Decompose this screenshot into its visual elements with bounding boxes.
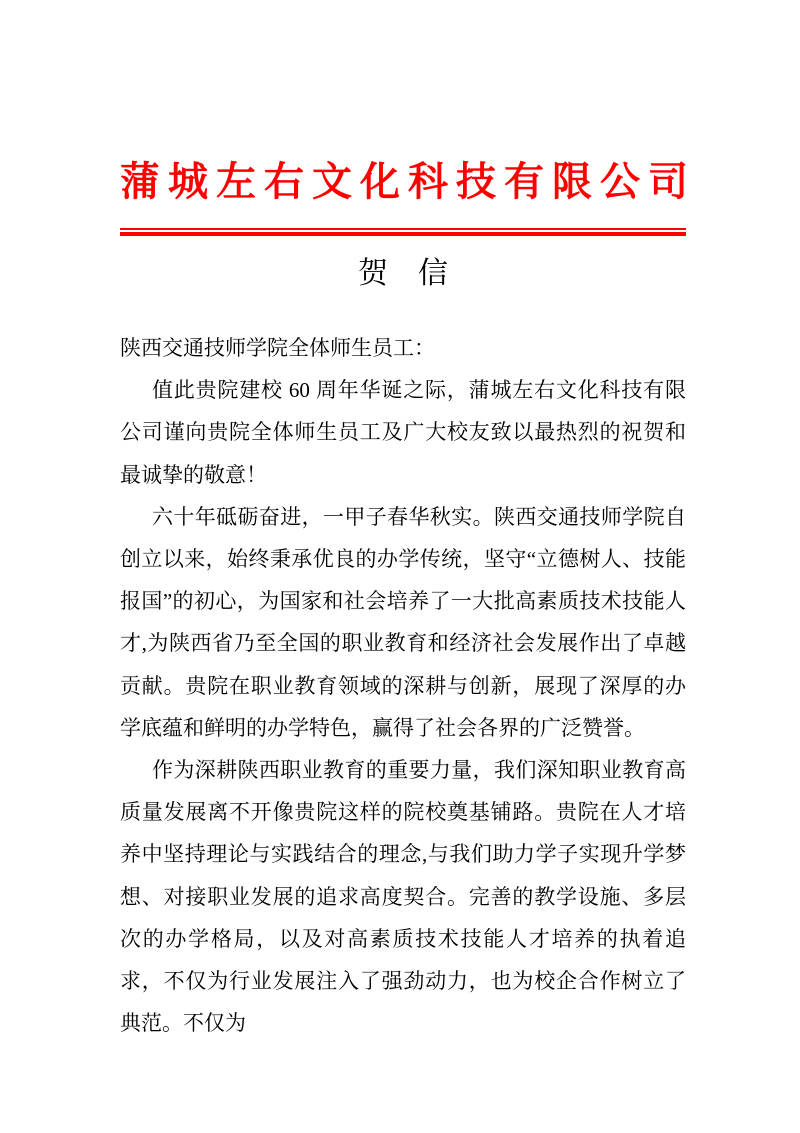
letter-title: 贺 信: [358, 257, 448, 290]
letter-body: [120, 327, 686, 1044]
paragraph-3: 作为深耕陕西职业教育的重要力量，我们深知职业教育高质量发展离不开像贵院这样的院校奠基铺路。贵院在人才培养中坚持理论与实践结合的理念,与我们助力学子实现升学梦想、对接职业发展的追求高度契合。完善的教学设施、多层次的办学格局，以及对高素质技术技能人才培养的执着追求，不仅为行业发展注入了强劲动力，也为校企合作树立了典范。不仅为: [120, 758, 686, 1036]
paragraph-2: 六十年砥砺奋进，一甲子春华秋实。陕西交通技师学院自创立以来，始终秉承优良的办学传统，坚守“立德树人、技能报国”的初心，为国家和社会培养了一大批高素质技术技能人才,为陕西省乃至全国的职业教育和经济社会发展作出了卓越贡献。贵院在职业教育领域的深耕与创新，展现了深厚的办学底蕴和鲜明的办学特色，赢得了社会各界的广泛赞誉。: [120, 504, 686, 740]
letterhead-divider-rule: [120, 228, 686, 236]
paragraph-1: 值此贵院建校 60 周年华诞之际，蒲城左右文化科技有限公司谨向贵院全体师生员工及广大校友致以最热烈的祝贺和最诚挚的敬意！: [120, 378, 686, 487]
company-letterhead: 蒲城左右文化科技有限公司: [120, 159, 696, 204]
salutation: 陕西交通技师学院全体师生员工：: [120, 336, 435, 360]
